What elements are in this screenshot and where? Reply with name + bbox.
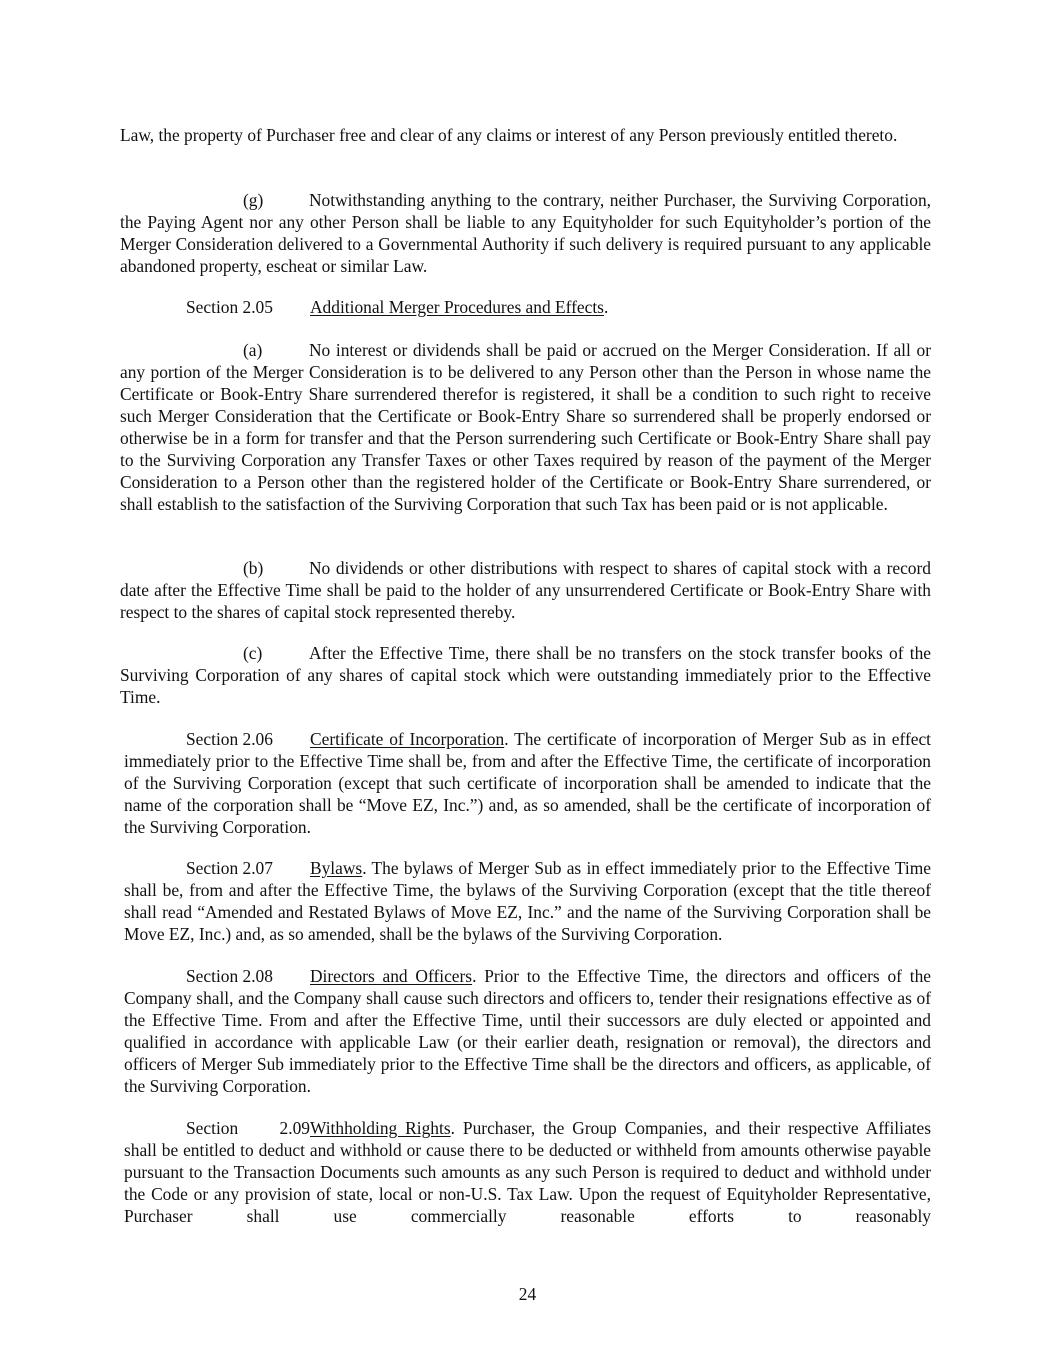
paragraph-g	[120, 189, 931, 277]
section-2-09-number: Section 2.09	[186, 1118, 310, 1138]
paragraph-g-label: (g)	[243, 190, 264, 210]
section-2-07-text: . The bylaws of Merger Sub as in effect immediately prior to the Effective Time shall be, from and after the Effective Time, the bylaws of the Surviving Corporation (except that the title thereof shall read “Amended and Restated Bylaws of Move EZ, Inc.” and the name of the Surviving Corporation shall be Move EZ, Inc.) and, as so amended, shall be the bylaws of the Surviving Corporation.	[124, 858, 931, 944]
paragraph-c-label: (c)	[243, 643, 263, 663]
section-2-08	[124, 965, 931, 1097]
paragraph-a-text: No interest or dividends shall be paid or accrued on the Merger Consideration. If all or any portion of the Merger Consideration is to be delivered to any Person other than the Person in whose name the Certificate or Book-Entry Share surrendered therefor is registered, it shall be a condition to such right to receive such Merger Consideration that the Certificate or Book-Entry Share so surrendered shall be properly endorsed or otherwise be in a form for transfer and that the Person surrendering such Certificate or Book-Entry Share shall pay to the Surviving Corporation any Transfer Taxes or other Taxes required by reason of the payment of the Merger Consideration to a Person other than the registered holder of the Certificate or Book-Entry Share surrendered, or shall establish to the satisfaction of the Surviving Corporation that such Tax has been paid or is not applicable.	[120, 340, 931, 514]
paragraph-b	[120, 557, 931, 623]
section-2-09-text: . Purchaser, the Group Companies, and their respective Affiliates shall be entitled to deduct and withhold or cause there to be deducted or withheld from amounts otherwise payable pursuant to the Transaction Documents such amounts as any such Person is required to deduct and withhold under the Code or any provision of state, local or non-U.S. Tax Law. Upon the request of Equityholder Representative, Purchaser shall use commercially reasonable efforts to reasonably	[124, 1118, 931, 1226]
section-2-05-text: .	[603, 297, 609, 317]
section-2-06-title: Certificate of Incorporation	[310, 729, 505, 749]
section-2-08-title: Directors and Officers	[310, 966, 473, 986]
paragraph-c	[120, 642, 931, 708]
section-2-06	[124, 728, 931, 838]
paragraph-continuation: Law, the property of Purchaser free and clear of any claims or interest of any Person previously entitled thereto.	[120, 125, 898, 145]
section-2-06-number: Section 2.06	[186, 729, 273, 749]
section-2-05-number: Section 2.05	[186, 297, 273, 317]
paragraph-b-label: (b)	[243, 558, 264, 578]
page-number: 24	[518, 1284, 537, 1304]
section-2-08-number: Section 2.08	[186, 966, 273, 986]
paragraph-a-label: (a)	[243, 340, 263, 360]
section-2-09	[124, 1117, 931, 1227]
section-2-05	[120, 296, 931, 318]
section-2-05-title: Additional Merger Procedures and Effects	[310, 297, 604, 317]
section-2-07	[124, 857, 931, 945]
paragraph-g-text: Notwithstanding anything to the contrary, neither Purchaser, the Surviving Corporation, the Paying Agent nor any other Person shall be liable to any Equityholder for such Equityholder’s portion of the Merger Consideration delivered to a Governmental Authority if such delivery is required pursuant to any applicable abandoned property, escheat or similar Law.	[120, 190, 931, 276]
paragraph-c-text: After the Effective Time, there shall be no transfers on the stock transfer books of the Surviving Corporation of any shares of capital stock which were outstanding immediately prior to the Effective Time.	[120, 643, 931, 707]
section-2-06-text: . The certificate of incorporation of Merger Sub as in effect immediately prior to the Effective Time shall be, from and after the Effective Time, the certificate of incorporation of the Surviving Corporation (except that such certificate of incorporation shall be amended to indicate that the name of the corporation shall be “Move EZ, Inc.”) and, as so amended, shall be the certificate of incorporation of the Surviving Corporation.	[124, 729, 932, 837]
section-2-07-number: Section 2.07	[186, 858, 273, 878]
paragraph-a	[120, 339, 931, 515]
section-2-08-text: . Prior to the Effective Time, the directors and officers of the Company shall, and the Company shall cause such directors and officers to, tender their resignations effective as of the Effective Time. From and after the Effective Time, until their successors are duly elected or appointed and qualified in accordance with applicable Law (or their earlier death, resignation or removal), the directors and officers of Merger Sub immediately prior to the Effective Time shall be the directors and officers, as applicable, of the Surviving Corporation.	[124, 966, 931, 1096]
section-2-09-title: Withholding Rights	[310, 1118, 451, 1138]
section-2-07-title: Bylaws	[310, 858, 363, 878]
paragraph-b-text: No dividends or other distributions with respect to shares of capital stock with a record date after the Effective Time shall be paid to the holder of any unsurrendered Certificate or Book-Entry Share with respect to the shares of capital stock represented thereby.	[120, 558, 931, 622]
